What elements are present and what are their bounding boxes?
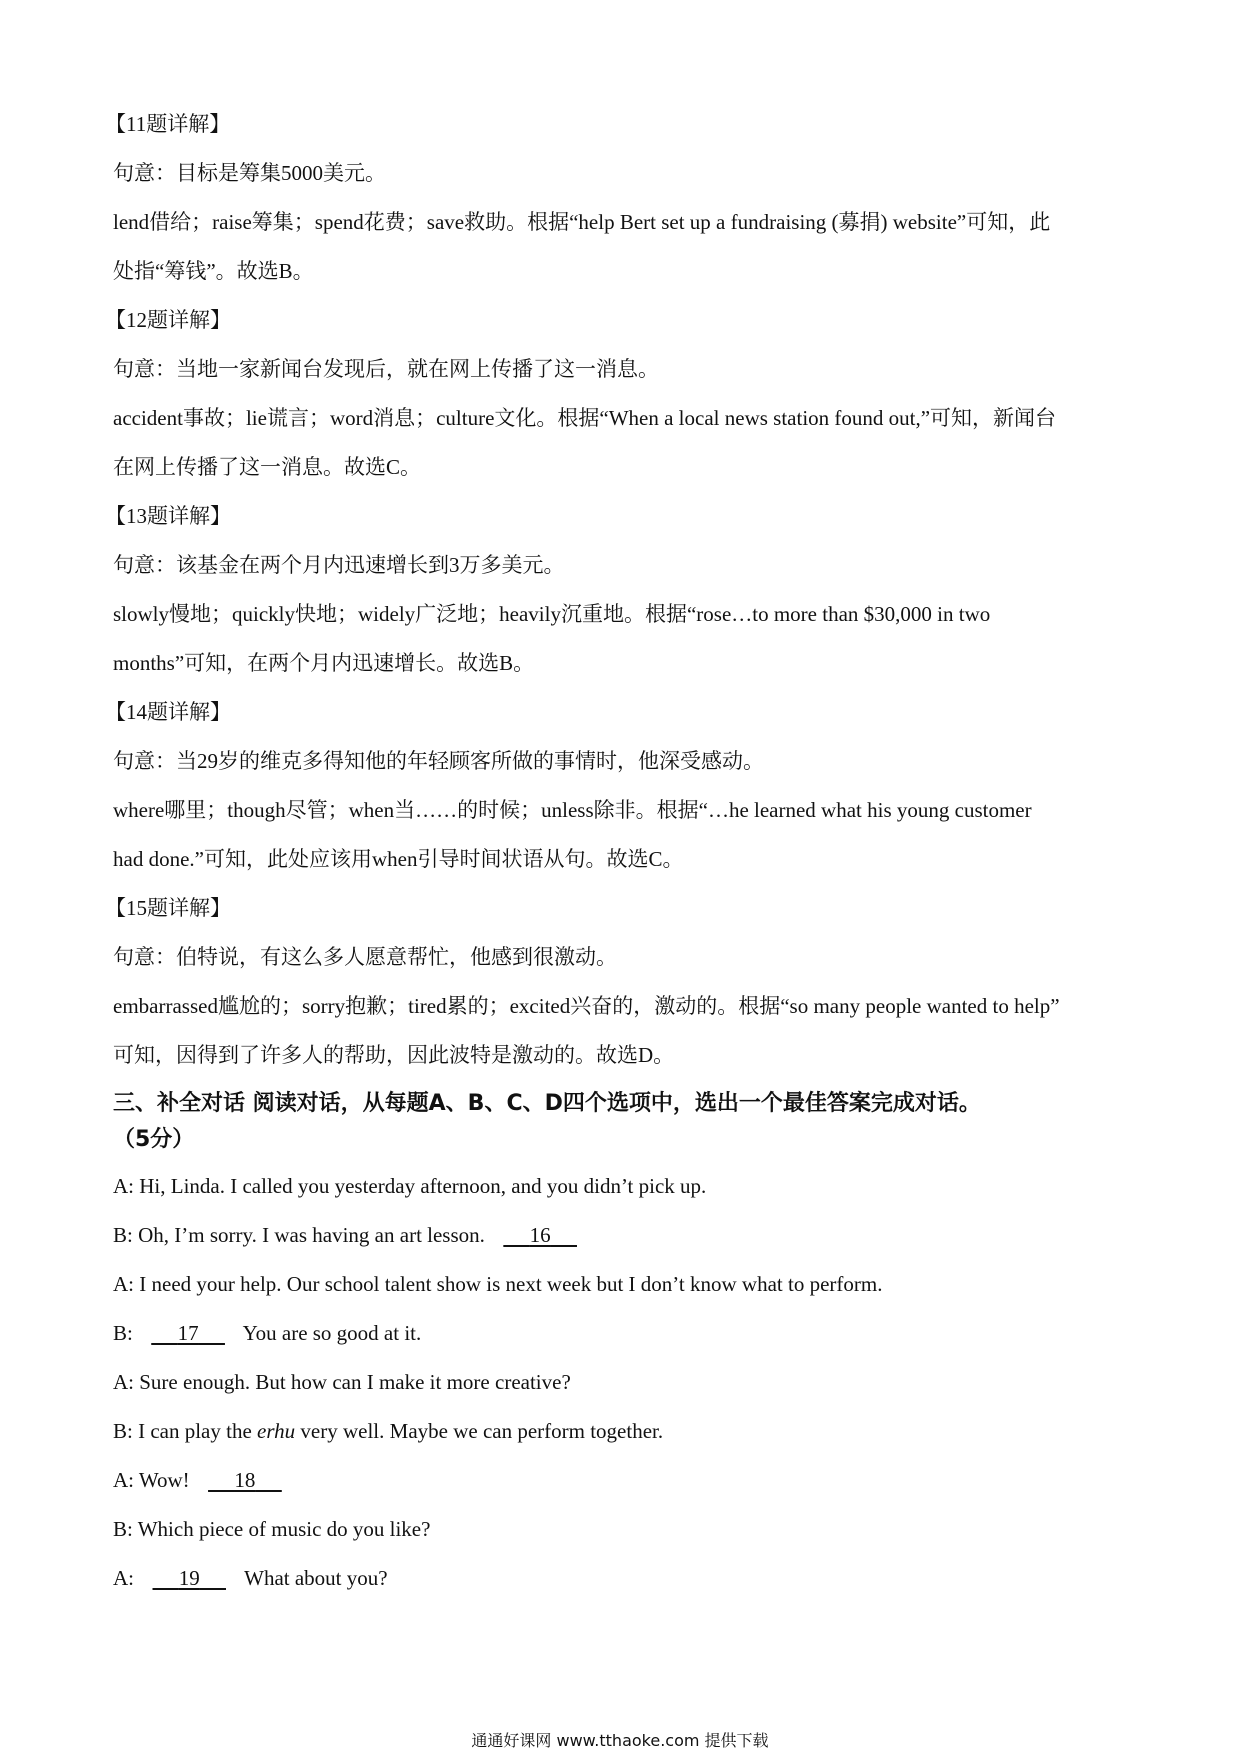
q15-meaning: 句意：伯特说，有这么多人愿意帮忙，他感到很激动。 [113,945,617,969]
q14-heading: 【14题详解】 [105,700,231,724]
q14-analysis-line1: where哪里；though尽管；when当……的时候；unless除非。根据“…he learned what his young customer [113,798,1032,822]
dialogue-line-8: B: Which piece of music do you like? [113,1517,431,1541]
q11-heading: 【11题详解】 [105,112,231,136]
page-footer: 通通好课网 www.tthaoke.com 提供下载 [471,1731,769,1750]
q12-heading: 【12题详解】 [105,308,231,332]
dialogue-line-9 [113,1554,1128,1603]
dialogue-line-9-text: What about you? [239,1566,388,1590]
q13-analysis-line1: slowly慢地；quickly快地；widely广泛地；heavily沉重地。根据“rose…to more than $30,000 in two [113,602,991,626]
q14-meaning: 句意：当29岁的维克多得知他的年轻顾客所做的事情时，他深受感动。 [113,749,764,773]
dialogue-line-2-text: B: Oh, I’m sorry. I was having an art lesson. [113,1223,491,1247]
dialogue-line-4-prefix: B: [113,1321,139,1345]
dialogue-line-1: A: Hi, Linda. I called you yesterday afternoon, and you didn’t pick up. [113,1174,707,1198]
q11-meaning: 句意：目标是筹集5000美元。 [113,161,386,185]
section-title: 三、补全对话 阅读对话，从每题A、B、C、D四个选项中，选出一个最佳答案完成对话。 [113,1091,981,1116]
blank-19[interactable]: 19 [178,1566,200,1590]
q15-heading: 【15题详解】 [105,896,231,920]
document-page [105,100,1128,1603]
q11-analysis-line1: lend借给；raise筹集；spend花费；save救助。根据“help Bert set up a fundraising (募捐) website”可知，此 [113,210,1051,234]
dialogue-line-3: A: I need your help. Our school talent show is next week but I don’t know what to perform. [113,1272,883,1296]
q12-meaning: 句意：当地一家新闻台发现后，就在网上传播了这一消息。 [113,357,659,381]
q15-analysis-line1: embarrassed尴尬的；sorry抱歉；tired累的；excited兴奋的，激动的。根据“so many people wanted to help” [113,994,1060,1018]
q12-analysis-line1: accident事故；lie谎言；word消息；culture文化。根据“When a local news station found out,”可知，新闻台 [113,406,1057,430]
dialogue-line-5: A: Sure enough. But how can I make it more creative? [113,1370,571,1394]
q13-analysis-line2: months”可知，在两个月内迅速增长。故选B。 [113,651,535,675]
dialogue-line-7-text: A: Wow! [113,1468,195,1492]
dialogue-line-6-rest: very well. Maybe we can perform together. [295,1419,664,1443]
dialogue-line-9-prefix: A: [113,1566,140,1590]
blank-16[interactable]: 16 [529,1223,551,1247]
dialogue-line-7 [113,1456,1128,1505]
q12-analysis-line2: 在网上传播了这一消息。故选C。 [113,455,422,479]
blank-18[interactable]: 18 [234,1468,256,1492]
dialogue-line-4 [113,1309,1128,1358]
q13-meaning: 句意：该基金在两个月内迅速增长到3万多美元。 [113,553,565,577]
section-score: （5分） [113,1127,195,1152]
q11-analysis-line2: 处指“筹钱”。故选B。 [113,259,314,283]
q13-heading: 【13题详解】 [105,504,231,528]
dialogue-line-6-text: B: I can play the [113,1419,258,1443]
dialogue-line-2 [113,1211,1128,1260]
q14-analysis-line2: had done.”可知，此处应该用when引导时间状语从句。故选C。 [113,847,684,871]
blank-17[interactable]: 17 [177,1321,199,1345]
dialogue-line-4-text: You are so good at it. [238,1321,422,1345]
erhu-word: erhu [257,1419,296,1443]
q15-analysis-line2: 可知，因得到了许多人的帮助，因此波特是激动的。故选D。 [113,1043,675,1067]
dialogue-line-6 [113,1407,1128,1456]
